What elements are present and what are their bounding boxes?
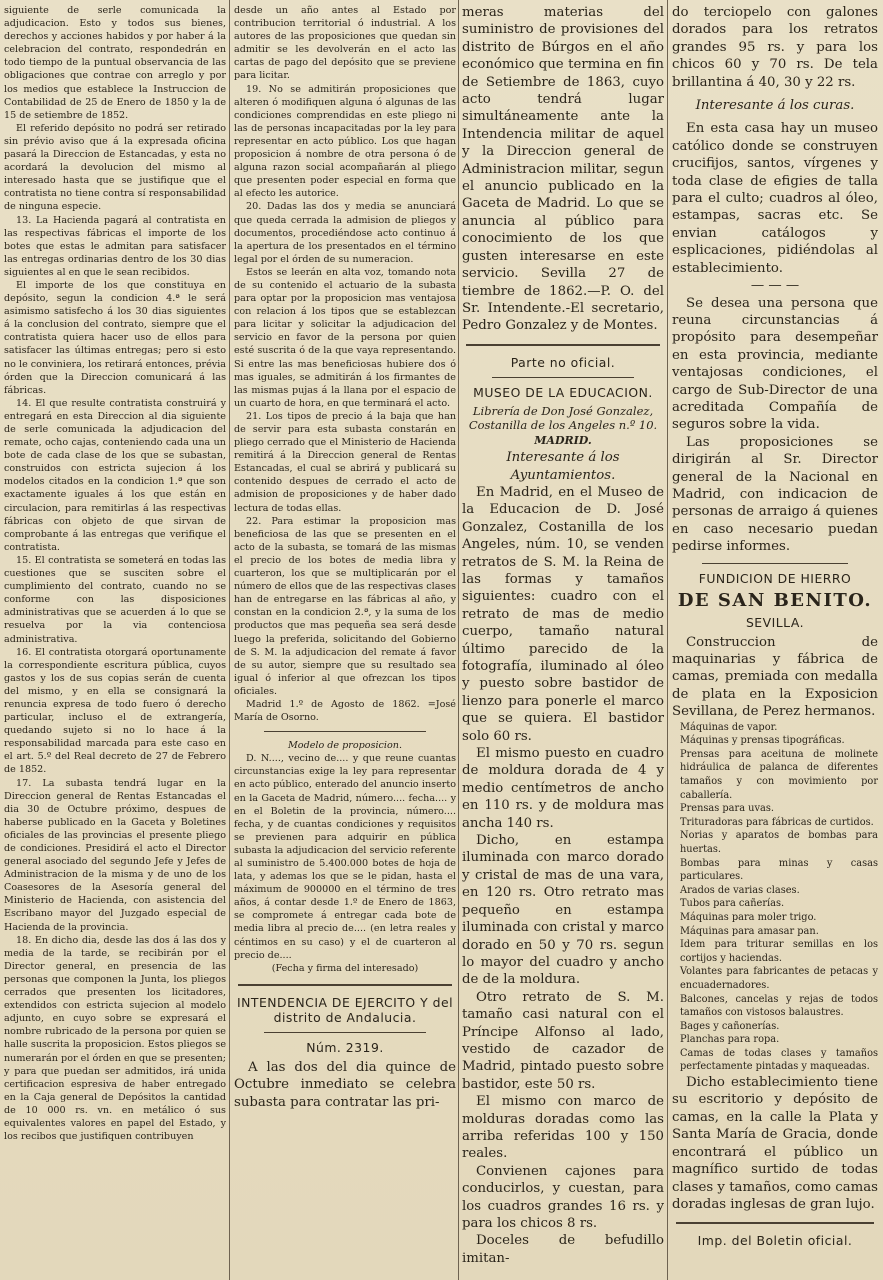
list-item: Tubos para cañerías. <box>680 898 785 910</box>
divider <box>676 1222 874 1224</box>
divider <box>492 377 634 378</box>
products-list <box>672 721 878 1074</box>
list-item: Norias y aparatos de bombas para huertas. <box>680 830 878 855</box>
paragraph: A las dos del dia quince de Octubre inmediato se celebra subasta para contratar las pri- <box>234 1059 456 1110</box>
list-item: Prensas para uvas. <box>680 803 774 815</box>
paragraph: Madrid 1.º de Agosto de 1862. =José María de Osorno. <box>234 698 456 724</box>
madrid-heading: MADRID. <box>534 433 592 447</box>
paragraph: Dicho establecimiento tiene su escritorio y depósito de camas, en la calle la Plata y Santa María de Gracia, donde encontrará el público un magnífico surtido de todas clases y tamaños, como camas doradas inglesas de gran lujo. <box>672 1075 878 1212</box>
san-benito-heading: DE SAN BENITO. <box>677 589 873 611</box>
paragraph: D. N...., vecino de.... y que reune cuantas circunstancias exige la ley para representar en acto público, enterado del anuncio inserto en la Gaceta de Madrid, número.... fecha.... y en el Boletin de la provincia, número.... fecha, y de cuantas condiciones y requisitos se previenen para adquirir en pública subasta la adjudicacion del servicio referente al suministro de 5.400.000 botes de hoja de lata, y ademas los que se le pidan, hasta el máximum de 900000 en el término de tres años, á contar desde 1.º de Enero de 1863, se compromete á entregar cada bote de media libra al precio de.... (en letra reales y céntimos en su caso) y el de cuarteron al precio de.... <box>234 753 456 961</box>
paragraph: 18. En dicho dia, desde las dos á las dos y media de la tarde, se recibirán por el Director general, en presencia de las personas que componen la Junta, los pliegos cerrados que presenten los licitadores, extendidos con estricta sujecion al modelo adjunto, en cuyo sobre se expresará el nombre rubricado de la persona por quien se halle suscrita la proposicion. Estos pliegos se numerarán por el órden en que se presenten; y para que puedan ser admitidos, irá unida certificacion espresiva de haber entregado en la Caja general de Depósitos la cantidad de 10 000 rs. vn. en metálico ó sus equivalentes valores en papel del Estado, y los recibos que justifiquen contribuyen <box>4 934 226 1143</box>
paragraph: 21. Los tipos de precio á la baja que han de servir para esta subasta constarán en pliego cerrado que el Ministerio de Hacienda remitirá á la Direccion general de Rentas Estancadas, el cual se abrirá y publicará su contenido despues de cerrado el acto de admision de proposiciones y de haber dado lectura de todas ellas. <box>234 410 456 514</box>
paragraph: Dicho, en estampa iluminada con marco dorado y cristal de mas de una vara, en 120 rs. Otro retrato mas pequeño en estampa iluminada con cristal y marco dorado en 50 y 70 rs. segun lo mayor del cuadro y ancho de de la moldura. <box>462 833 664 988</box>
curas-heading: Interesante á los curas. <box>695 98 855 114</box>
museo-heading: MUSEO DE LA EDUCACION. <box>473 384 653 400</box>
paragraph: Convienen cajones para conducirlos, y cuestan, para los cuadros grandes 16 rs. y para los chicos 8 rs. <box>462 1163 664 1231</box>
paragraph: 22. Para estimar la proposicion mas beneficiosa de las que se presenten en el acto de la subasta, se tomará de las mismas el precio de los botes de media libra y cuarteron, los que se multiplicarán por el número de ellos que de las respectivas clases han de entregarse en las fábricas al año, y constan en la condicion 2.ª, y la suma de los productos que mas pequeña sea será desde luego la preferida, solicitando del Gobierno de S. M. la adjudicacion del remate á favor de su autor, siempre que su resultado sea igual ó inferior al que ofrezcan los tipos oficiales. <box>234 515 456 697</box>
paragraph: En esta casa hay un museo católico donde se construyen crucifijos, santos, vírgenes y toda clase de efigies de talla para el culto; cuadros al óleo, estampas, sacras etc. Se envian catálogos y esplicaciones, pidiéndolas al establecimiento. <box>672 121 878 276</box>
divider <box>238 984 452 986</box>
list-item: Bages y cañonerías. <box>680 1020 780 1032</box>
list-item: Volantes para fabricantes de petacas y encuadernadores. <box>680 966 878 991</box>
paragraph: Se desea una persona que reuna circunstancias á propósito para desempeñar en esta provincia, mediante ventajosas condiciones, el cargo de Sub-Director de una acreditada Compañía de seguros sobre la vida. <box>672 295 878 433</box>
paragraph: El mismo con marco de molduras doradas como las arriba referidas 100 y 150 reales. <box>462 1094 664 1162</box>
paragraph: 14. El que resulte contratista construirá y entregará en esta Direccion al dia siguiente de serle comunicada la adjudicacion del remate, ocho cajas, conteniendo cada una un bote de cada clase de los que se subastan, construidos con estricta sujecion á los modelos citados en la condicion 1.ª que son exactamente iguales á los que están en circulacion, para remitirlas á las respectivas fábricas con objeto de que sirvan de comprobante á las entregas que verifique el contratista. <box>4 397 226 553</box>
divider <box>466 344 660 346</box>
list-item: Camas de todas clases y tamaños perfectamente pintadas y maqueadas. <box>680 1047 878 1073</box>
column-4 <box>672 4 878 1274</box>
list-item: Máquinas de vapor. <box>680 721 778 733</box>
paragraph: Otro retrato de S. M. tamaño casi natural con el Príncipe Alfonso al lado, vestido de cazador de Madrid, pintado puesto sobre bastidor, este 50 rs. <box>462 989 664 1092</box>
section-heading: Parte no oficial. <box>510 354 616 370</box>
list-item: Balcones, cancelas y rejas de todos tamaños con vistosos balaustres. <box>680 993 878 1019</box>
list-item: Idem para triturar semillas en los cortijos y haciendas. <box>680 939 878 964</box>
paragraph: do terciopelo con galones dorados para los retratos grandes 95 rs. y para los chicos 60 y 70 rs. De tela brillantina á 40, 30 y 22 rs. <box>672 5 878 90</box>
paragraph: 20. Dadas las dos y media se anunciará que queda cerrada la admision de pliegos y documentos, procediéndose acto continuo á la apertura de los presentados en el término legal por el órden de su numeracion. <box>234 201 456 265</box>
list-item: Máquinas y prensas tipográficas. <box>680 735 845 747</box>
column-rule <box>667 0 668 1280</box>
paragraph: 13. La Hacienda pagará al contratista en las respectivas fábricas el importe de los botes que estas le admitan para satisfacer las entregas ordinarias dentro de los 30 dias siguientes al en que le sean recibidos. <box>4 214 226 278</box>
column-2 <box>234 4 456 1274</box>
museo-subtitle: Librería de Don José Gonzalez, Costanilla de los Angeles n.º 10. <box>468 403 658 432</box>
column-rule <box>229 0 230 1280</box>
imprint: Imp. del Boletin oficial. <box>697 1233 853 1249</box>
list-item: Planchas para ropa. <box>680 1034 780 1046</box>
divider <box>264 1032 426 1033</box>
signature-note: (Fecha y firma del interesado) <box>271 962 419 974</box>
paragraph: El mismo puesto en cuadro de moldura dorada de 4 y medio centímetros de ancho en 110 rs. y de moldura mas ancha 140 rs. <box>462 746 664 831</box>
section-heading: INTENDENCIA DE EJERCITO Y del distrito de Andalucia. <box>236 994 454 1025</box>
sevilla-heading: SEVILLA. <box>745 614 805 630</box>
divider <box>702 563 848 564</box>
paragraph: Doceles de befudillo imitan- <box>462 1233 664 1266</box>
model-title: Modelo de proposicion. <box>287 740 403 752</box>
paragraph: meras materias del suministro de provisiones del distrito de Búrgos en el año económico que termina en fin de Setiembre de 1863, cuyo acto tendrá lugar simultáneamente ante la Intendencia militar de aquel y la Direccion general de Administracion militar, segun el anuncio publicado en la Gaceta de Madrid. Lo que se anuncia al público para conocimiento de los que gusten interesarse en este servicio. Sevilla 27 de tiembre de 1862.—P. O. del Sr. Intendente.-El secretario, Pedro Gonzalez y de Montes. <box>462 5 664 334</box>
paragraph: En Madrid, en el Museo de la Educacion de D. José Gonzalez, Costanilla de los Angeles, núm. 10, se venden retratos de S. M. la Reina de las formas y tamaños siguientes: cuadro con el retrato de mas de medio cuerpo, tamaño natural último parecido de la fotografía, iluminado al óleo y puesto sobre bastidor de lienzo para ponerle el marco que se quiera. El bastidor solo 60 rs. <box>462 484 664 744</box>
ayuntamientos-heading: Interesante á los Ayuntamientos. <box>506 450 620 483</box>
list-item: Prensas para aceituna de molinete hidráulica de palanca de diferentes tamaños y con movimiento por caballería. <box>680 748 878 801</box>
list-item: Máquinas para amasar pan. <box>680 925 819 937</box>
paragraph: 16. El contratista otorgará oportunamente la correspondiente escritura pública, cuyos gastos y los de sus copias serán de cuenta del mismo, y en ella se consignará la renuncia expresa de todo fuero ó derecho particular, incluso el de extrangería, quedando sujeto si no lo hace á la responsabilidad marcada para este caso en el art. 5.º del Real decreto de 27 de Febrero de 1852. <box>4 646 226 776</box>
list-item: Bombas para minas y casas particulares. <box>680 857 878 883</box>
fundicion-heading: FUNDICION DE HIERRO <box>698 570 852 586</box>
paragraph: El referido depósito no podrá ser retirado sin prévio aviso que á la expresada oficina pasará la Direccion de Estancadas, y esta no acordará la devolucion del mismo al interesado hasta que se justifique que el contratista no tiene contra sí responsabilidad de ninguna especie. <box>4 122 226 213</box>
paragraph: 19. No se admitirán proposiciones que alteren ó modifiquen alguna ó algunas de las condiciones comprendidas en este pliego ni las de personas incapacitadas por la ley para representar en acto público. Los que hagan proposicion á nombre de otra persona ó de alguna razon social acompañarán al pliego que presenten poder especial en forma que al efecto les autorice. <box>234 83 456 200</box>
paragraph: siguiente de serle comunicada la adjudicacion. Esto y todos sus bienes, derechos y acciones habidos y por haber á la celebracion del contrato, respondedrán en todo tiempo de la puntual observancia de las obligaciones que contrae con arreglo y por los medios que establece la Instruccion de Contabilidad de 25 de Enero de 1850 y la de 15 de setiembre de 1852. <box>4 5 226 121</box>
divider <box>264 731 426 732</box>
separator-dash: — — — <box>750 278 800 294</box>
column-3 <box>462 4 664 1274</box>
paragraph: Construccion de maquinarias y fábrica de camas, premiada con medalla de plata en la Exposicion Sevillana, de Perez hermanos. <box>672 634 878 720</box>
paragraph: 17. La subasta tendrá lugar en la Direccion general de Rentas Estancadas el dia 30 de Octubre próximo, despues de haberse publicado en la Gaceta y Boletines oficiales de las provincias el presente pliego de condiciones. Presidirá el acto el Director general asociado del segundo Jefe y Jefes de Administracion de la misma y de uno de los Coasesores de la Asesoría general del Ministerio de Hacienda, con asistencia del Escribano mayor del Juzgado especial de Hacienda de la provincia. <box>4 777 226 933</box>
column-1 <box>4 4 226 1274</box>
paragraph: desde un año antes al Estado por contribucion territorial ó industrial. A los autores de las proposiciones que quedan sin admitir se les devolverán en el acto las cartas de pago del depósito que se previene para licitar. <box>234 5 456 82</box>
paragraph: Estos se leerán en alta voz, tomando nota de su contenido el actuario de la subasta para optar por la proposicion mas ventajosa con relacion á los tipos que se establezcan para licitar y solicitar la adjudicacion del servicio en favor de la persona por quien esté suscrita ó de la que vaya representando. Si entre las mas beneficiosas hubiere dos ó mas iguales, se admitirán á los firmantes de las mismas pujas á la llana por el espacio de un cuarto de hora, en que terminará el acto. <box>234 266 456 409</box>
list-item: Arados de varias clases. <box>680 884 800 896</box>
paragraph: 15. El contratista se someterá en todas las cuestiones que se susciten sobre el cumplimiento del contrato, cuando no se conforme con las disposiciones administrativas que se acuerden á lo que se resuelva por la via contenciosa administrativa. <box>4 554 226 645</box>
paragraph: Las proposiciones se dirigirán al Sr. Director general de la Nacional en Madrid, con indicacion de personas de arraigo á quienes en caso necesario puedan pedirse informes. <box>672 434 878 555</box>
list-item: Trituradoras para fábricas de curtidos. <box>680 816 874 828</box>
notice-number: Núm. 2319. <box>306 1039 384 1055</box>
column-rule <box>458 0 459 1280</box>
list-item: Máquinas para moler trigo. <box>680 911 817 923</box>
paragraph: El importe de los que constituya en depósito, segun la condicion 4.ª le será asimismo satisfecho á los 30 dias siguientes á la conclusion del contrato, siempre que el contratista quiera hacer uso de ellos para satisfacer las últimas entregas; pero si esto no le conviniera, los retirará entonces, prévia órden que la Direccion comunicará á las fábricas. <box>4 279 226 396</box>
